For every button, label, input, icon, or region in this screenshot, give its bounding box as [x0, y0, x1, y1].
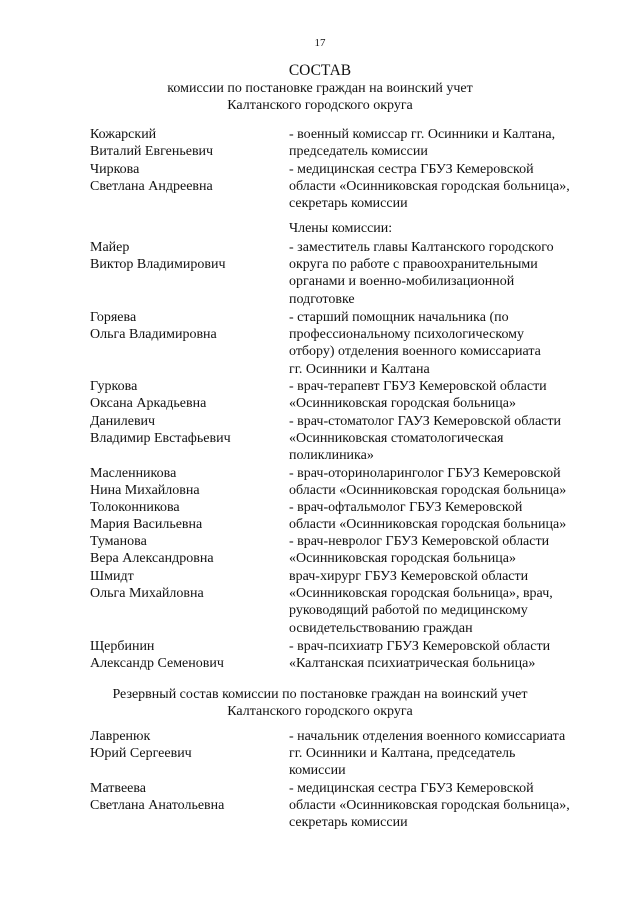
member-role-line: - врач-офтальмолог ГБУЗ Кемеровской	[289, 500, 523, 515]
member-role-line: «Осинниковская стоматологическая	[289, 431, 504, 447]
member-name-line: Толоконникова	[90, 500, 180, 515]
member-role-line: отбору) отделения военного комиссариата	[289, 344, 541, 360]
member-role	[289, 499, 609, 533]
member-name	[90, 533, 280, 567]
member-name-line: Вера Александровна	[90, 551, 214, 567]
member-role-line: - медицинская сестра ГБУЗ Кемеровской	[289, 162, 534, 177]
members-label: Члены комиссии:	[289, 221, 393, 236]
member-role-line: - врач-оториноларинголог ГБУЗ Кемеровской	[289, 466, 561, 481]
member-role-line: освидетельствованию граждан	[289, 620, 473, 636]
member-name-line: Майер	[90, 240, 130, 255]
member-role	[289, 239, 609, 308]
member-name	[90, 638, 280, 672]
member-name	[90, 239, 280, 273]
document-title: СОСТАВ	[288, 62, 352, 79]
member-name	[90, 413, 280, 447]
member-role-line: гг. Осинники и Калтана	[289, 361, 430, 377]
member-name-line: Виктор Владимирович	[90, 257, 226, 273]
subtitle-line: Калтанского городского округа	[227, 98, 413, 114]
member-name	[90, 378, 280, 412]
member-role-line: гг. Осинники и Калтана, председатель	[289, 746, 516, 762]
member-role-line: врач-хирург ГБУЗ Кемеровской области	[289, 569, 529, 584]
reserve-heading-line: Резервный состав комиссии по постановке граждан на воинский учет	[112, 687, 528, 702]
member-name	[90, 161, 280, 195]
member-name	[90, 728, 280, 762]
member-role-line: области «Осинниковская городская больница»,	[289, 798, 570, 814]
member-name-line: Шмидт	[90, 569, 134, 584]
member-role-line: области «Осинниковская городская больница»	[289, 483, 567, 499]
member-role	[289, 465, 609, 499]
member-name-line: Владимир Евстафьевич	[90, 431, 231, 447]
member-role-line: области «Осинниковская городская больница»,	[289, 179, 570, 195]
member-name-line: Щербинин	[90, 639, 155, 654]
member-role	[289, 126, 609, 160]
member-role	[289, 378, 609, 412]
member-name	[90, 465, 280, 499]
member-name-line: Чиркова	[90, 162, 140, 177]
member-role-line: области «Осинниковская городская больница»	[289, 517, 567, 533]
member-name-line: Светлана Анатольевна	[90, 798, 225, 814]
member-name-line: Ольга Владимировна	[90, 327, 217, 343]
member-role	[289, 413, 609, 465]
member-role-line: поликлиника»	[289, 448, 374, 464]
member-name-line: Светлана Андреевна	[90, 179, 213, 195]
member-role	[289, 568, 609, 637]
member-role-line: секретарь комиссии	[289, 196, 408, 212]
member-name	[90, 126, 280, 160]
member-role-line: - врач-невролог ГБУЗ Кемеровской области	[289, 534, 550, 549]
member-name-line: Ольга Михайловна	[90, 586, 204, 602]
member-name-line: Виталий Евгеньевич	[90, 144, 214, 160]
member-role-line: «Осинниковская городская больница»	[289, 396, 516, 412]
member-name-line: Масленникова	[90, 466, 177, 481]
reserve-heading-line: Калтанского городского округа	[227, 704, 413, 720]
member-name-line: Александр Семенович	[90, 656, 224, 672]
reserve-heading	[0, 686, 640, 720]
member-role-line: секретарь комиссии	[289, 815, 408, 831]
member-role-line: органами и военно-мобилизационной	[289, 274, 515, 290]
member-name-line: Гуркова	[90, 379, 138, 394]
member-role-line: председатель комиссии	[289, 144, 428, 160]
member-name-line: Мария Васильевна	[90, 517, 203, 533]
member-role	[289, 638, 609, 672]
member-role-line: - врач-психиатр ГБУЗ Кемеровской области	[289, 639, 551, 654]
member-name-line: Данилевич	[90, 414, 156, 429]
member-role-line: - военный комиссар гг. Осинники и Калтана,	[289, 127, 556, 142]
member-role	[289, 161, 609, 213]
member-role-line: профессиональному психологическому	[289, 327, 525, 343]
member-name	[90, 780, 280, 814]
member-role-line: - начальник отделения военного комиссариата	[289, 729, 566, 744]
member-name-line: Кожарский	[90, 127, 157, 142]
member-name	[90, 568, 280, 602]
member-name-line: Нина Михайловна	[90, 483, 200, 499]
member-role-line: - медицинская сестра ГБУЗ Кемеровской	[289, 781, 534, 796]
member-name-line: Горяева	[90, 310, 137, 325]
member-name	[90, 309, 280, 343]
member-name-line: Лавренюк	[90, 729, 151, 744]
member-name-line: Туманова	[90, 534, 147, 549]
member-role-line: - заместитель главы Калтанского городского	[289, 240, 554, 255]
member-name-line: Матвеева	[90, 781, 147, 796]
member-name-line: Оксана Аркадьевна	[90, 396, 207, 412]
subtitle-line: комиссии по постановке граждан на воинский учет	[167, 81, 473, 96]
member-name	[90, 499, 280, 533]
member-role-line: - врач-терапевт ГБУЗ Кемеровской области	[289, 379, 547, 394]
member-role-line: «Осинниковская городская больница»	[289, 551, 516, 567]
member-role-line: «Калтанская психиатрическая больница»	[289, 656, 536, 672]
member-role	[289, 309, 609, 378]
member-role-line: «Осинниковская городская больница», врач,	[289, 586, 553, 602]
member-role-line: округа по работе с правоохранительными	[289, 257, 538, 273]
document-subtitle	[0, 80, 640, 114]
member-role	[289, 780, 609, 832]
member-role	[289, 728, 609, 780]
member-role-line: комиссии	[289, 763, 346, 779]
member-role-line: - старший помощник начальника (по	[289, 310, 509, 325]
member-role-line: подготовке	[289, 291, 355, 307]
member-name-line: Юрий Сергеевич	[90, 746, 192, 762]
member-role-line: - врач-стоматолог ГАУЗ Кемеровской области	[289, 414, 562, 429]
member-role-line: руководящий работой по медицинскому	[289, 603, 528, 619]
member-role	[289, 533, 609, 567]
page-number: 17	[314, 37, 326, 49]
